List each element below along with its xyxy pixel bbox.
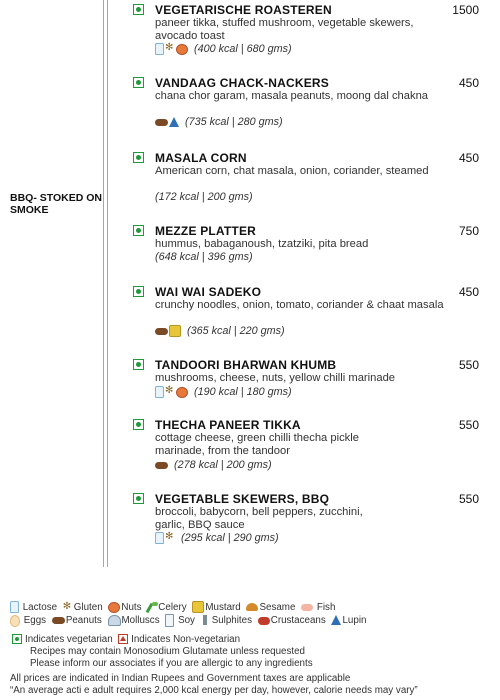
- peanuts-icon: [155, 119, 168, 126]
- legend-entry: [201, 614, 252, 627]
- veg-indicator-icon: [133, 225, 144, 236]
- item-nutrition-row: [155, 116, 283, 128]
- allergen-icons: [155, 532, 176, 544]
- molluscs-icon: [108, 615, 121, 626]
- legend-label: Fish: [316, 602, 336, 613]
- legend-entry: [331, 614, 366, 627]
- item-name: THECHA PANEER TIKKA: [155, 418, 301, 432]
- legend-label: Nuts: [121, 602, 142, 613]
- nuts-icon: [176, 44, 188, 55]
- legend-label: Eggs: [23, 615, 47, 627]
- legend-label: Soy: [178, 615, 195, 627]
- soy-icon: [165, 614, 174, 627]
- item-price: 450: [458, 285, 479, 299]
- item-nutrition: (365 kcal | 220 gms): [187, 325, 285, 337]
- nuts-icon: [176, 387, 188, 398]
- section-label: BBQ- STOKED ON SMOKE: [10, 192, 102, 216]
- item-nutrition-row: [155, 43, 292, 55]
- item-nutrition-row: [155, 191, 253, 203]
- veg-indicator-icon: [133, 286, 144, 297]
- lupin-icon: [331, 615, 341, 626]
- item-nutrition: (400 kcal | 680 gms): [194, 43, 292, 55]
- allergen-icons: [155, 325, 182, 337]
- allergen-icons: [155, 116, 180, 128]
- legend-label: Molluscs: [121, 615, 160, 627]
- item-description: mushrooms, cheese, nuts, yellow chilli marinade: [155, 372, 396, 384]
- allergy-note: Please inform our associates if you are allergic to any ingredients: [30, 657, 313, 669]
- item-name: MEZZE PLATTER: [155, 224, 257, 238]
- veg-indicator-icon: [133, 152, 144, 163]
- eggs-icon: [10, 615, 20, 627]
- legend-entry: [246, 601, 295, 614]
- veg-indicator-icon: [133, 493, 144, 504]
- item-nutrition: (172 kcal | 200 gms): [155, 191, 253, 203]
- item-price: 1500: [452, 3, 479, 17]
- legend-entry: [301, 601, 335, 614]
- crustaceans-icon: [258, 617, 270, 625]
- legend-entry: [108, 601, 141, 614]
- lactose-icon: [155, 43, 164, 55]
- peanuts-icon: [155, 462, 168, 469]
- gluten-icon: [165, 533, 175, 544]
- legend-entry: [192, 601, 240, 614]
- price-note: All prices are indicated in Indian Rupees and Government taxes are applicable: [10, 673, 351, 684]
- legend-entry: [165, 614, 195, 627]
- item-nutrition-row: [155, 325, 285, 337]
- nonveg-indicator-icon: [118, 634, 128, 644]
- item-price: 550: [458, 492, 479, 506]
- veg-indicator-icon: [12, 634, 22, 644]
- gluten-icon: [165, 387, 175, 398]
- item-nutrition-row: [155, 459, 272, 471]
- veg-indicator-label: Indicates vegetarian: [25, 634, 113, 645]
- legend-entry: [52, 614, 102, 627]
- diet-indicators: [12, 634, 240, 645]
- item-price: 550: [458, 418, 479, 432]
- legend-entry: [63, 601, 103, 614]
- msg-note: Recipes may contain Monosodium Glutamate unless requested: [30, 646, 306, 657]
- item-description: hummus, babaganoush, tzatziki, pita bread: [155, 238, 369, 250]
- item-nutrition: (190 kcal | 180 gms): [194, 386, 292, 398]
- legend-row: [10, 614, 495, 627]
- allergen-icons: [155, 459, 169, 471]
- sulphites-icon: [201, 615, 211, 626]
- item-price: 550: [458, 358, 479, 372]
- lactose-icon: [10, 601, 19, 613]
- legend-entry: [258, 614, 326, 627]
- legend-entry: [108, 614, 160, 627]
- item-nutrition: (295 kcal | 290 gms): [181, 532, 279, 544]
- nuts-icon: [108, 602, 120, 613]
- lactose-icon: [155, 532, 164, 544]
- peanuts-icon: [155, 328, 168, 335]
- legend-label: Sesame: [259, 602, 296, 613]
- veg-indicator-icon: [133, 359, 144, 370]
- legend-label: Crustaceans: [270, 615, 326, 627]
- item-name: WAI WAI SADEKO: [155, 285, 262, 299]
- item-description: cottage cheese, green chilli thecha pickle marinade, from the tandoor: [155, 432, 359, 457]
- item-nutrition-row: [155, 532, 279, 544]
- celery-icon: [147, 602, 157, 613]
- peanuts-icon: [52, 617, 65, 624]
- legend-label: Lupin: [342, 615, 367, 627]
- allergen-icons: [155, 43, 189, 55]
- item-nutrition: (278 kcal | 200 gms): [174, 459, 272, 471]
- item-description: chana chor garam, masala peanuts, moong dal chakna: [155, 90, 429, 102]
- legend-label: Gluten: [73, 602, 103, 613]
- gluten-icon: [165, 44, 175, 55]
- item-nutrition-row: [155, 251, 253, 263]
- sesame-icon: [246, 603, 258, 611]
- legend-entry: [147, 601, 186, 614]
- menu-notes: [30, 646, 313, 669]
- fish-icon: [301, 604, 313, 611]
- item-price: 750: [458, 224, 479, 238]
- item-description: paneer tikka, stuffed mushroom, vegetable skewers, avocado toast: [155, 17, 414, 42]
- mustard-icon: [192, 601, 204, 613]
- mustard-icon: [169, 325, 181, 337]
- item-name: VANDAAG CHACK-NACKERS: [155, 76, 329, 90]
- item-description: broccoli, babycorn, bell peppers, zucchini, garlic, BBQ sauce: [155, 506, 363, 531]
- section-divider-line: [103, 0, 104, 567]
- allergen-icons: [155, 386, 189, 398]
- legend-label: Mustard: [205, 602, 241, 613]
- allergen-legend: [10, 601, 495, 627]
- item-name: MASALA CORN: [155, 151, 247, 165]
- veg-indicator-icon: [133, 419, 144, 430]
- menu-footer: [10, 673, 418, 696]
- lupin-icon: [169, 117, 179, 128]
- item-price: 450: [458, 76, 479, 90]
- item-nutrition: (735 kcal | 280 gms): [185, 116, 283, 128]
- item-nutrition: (648 kcal | 396 gms): [155, 251, 253, 263]
- nonveg-indicator-label: Indicates Non-vegetarian: [131, 634, 241, 645]
- legend-entry: [10, 601, 57, 614]
- item-description: American corn, chat masala, onion, coriander, steamed: [155, 165, 429, 177]
- legend-label: Lactose: [22, 602, 58, 613]
- item-description: crunchy noodles, onion, tomato, coriander & chaat masala: [155, 299, 444, 311]
- legend-label: Celery: [158, 602, 187, 613]
- lactose-icon: [155, 386, 164, 398]
- gluten-icon: [63, 602, 73, 613]
- legend-label: Sulphites: [211, 615, 253, 627]
- legend-row: [10, 601, 495, 614]
- item-name: VEGETARISCHE ROASTEREN: [155, 3, 332, 17]
- veg-indicator-icon: [133, 4, 144, 15]
- item-nutrition-row: [155, 386, 292, 398]
- legend-label: Peanuts: [65, 615, 102, 627]
- section-divider-line: [107, 0, 108, 567]
- item-name: VEGETABLE SKEWERS, BBQ: [155, 492, 330, 506]
- legend-entry: [10, 614, 46, 627]
- item-price: 450: [458, 151, 479, 165]
- kcal-note: “An average acti e adult requires 2,000 kcal energy per day, however, calorie needs may vary”: [10, 684, 418, 696]
- veg-indicator-icon: [133, 77, 144, 88]
- item-name: TANDOORI BHARWAN KHUMB: [155, 358, 337, 372]
